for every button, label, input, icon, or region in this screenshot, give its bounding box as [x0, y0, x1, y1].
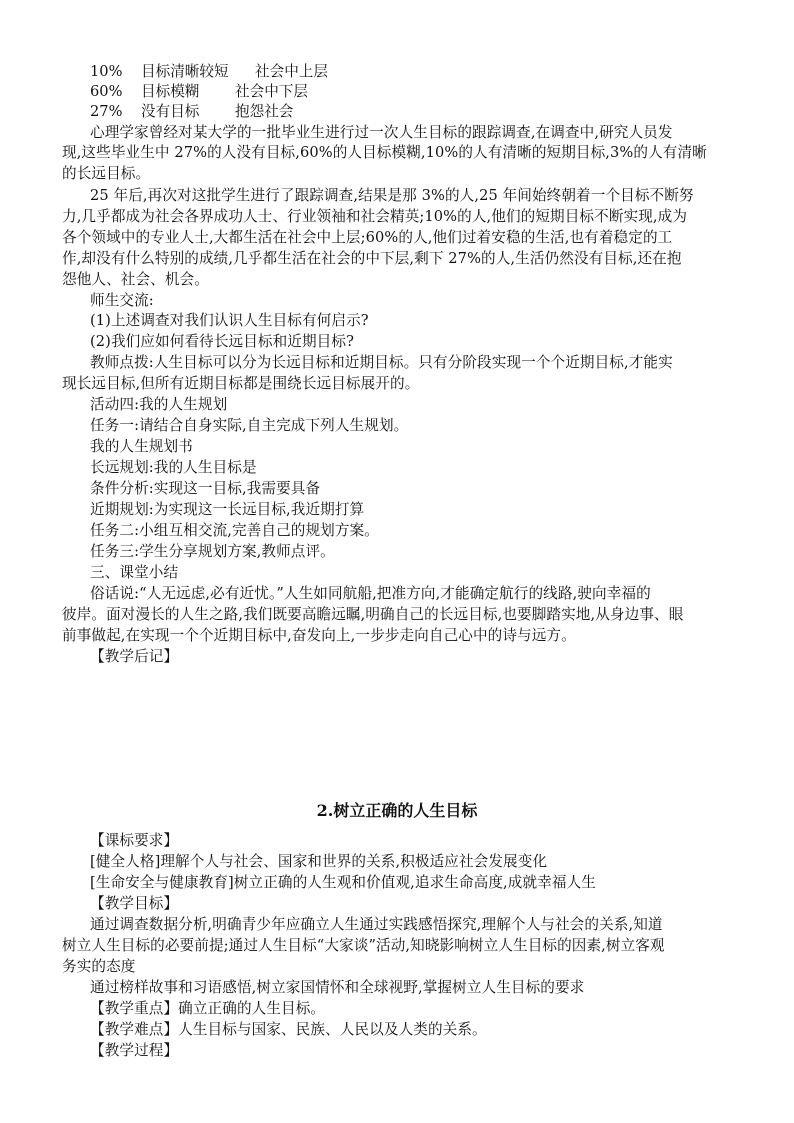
paragraph-line: 心理学家曾经对某大学的一批毕业生进行过一次人生目标的跟踪调查,在调查中,研究人员发: [90, 124, 673, 141]
stat-row: [90, 82, 308, 102]
stat-row: [90, 102, 293, 122]
paragraph-line: [健全人格]理解个人与社会、国家和世界的关系,积极适应社会发展变化: [90, 853, 548, 870]
paragraph-line: 树立人生目标的必要前提;通过人生目标“大家谈”活动,知晓影响树立人生目标的因素,树立客观: [62, 937, 665, 954]
paragraph-line: 师生交流:: [90, 292, 154, 309]
paragraph-line: 任务二:小组互相交流,完善自己的规划方案。: [90, 522, 379, 539]
section-heading: 【教学目标】: [90, 895, 179, 912]
paragraph-line: 我的人生规划书: [90, 438, 193, 455]
section-heading: 【教学后记】: [90, 648, 179, 665]
paragraph-line: 前事做起,在实现一个个近期目标中,奋发向上,一步步走向自己心中的诗与远方。: [62, 627, 576, 644]
stat-percent: 10%: [90, 63, 123, 80]
paragraph-line: 俗话说:“人无远虑,必有近忧。”人生如同航船,把准方向,才能确定航行的线路,驶向幸福的: [90, 585, 651, 602]
paragraph-line: 力,几乎都成为社会各界成功人士、行业领袖和社会精英;10%的人,他们的短期目标不断实现,成为: [62, 208, 688, 225]
paragraph-line: 彼岸。面对漫长的人生之路,我们既要高瞻远瞩,明确自己的长远目标,也要脚踏实地,从身边事、眼: [62, 606, 684, 623]
paragraph-line: 教师点拨:人生目标可以分为长远目标和近期目标。只有分阶段实现一个个近期目标,才能实: [90, 354, 673, 371]
paragraph-line: 怨他人、社会、机会。: [62, 271, 209, 288]
stat-percent: 27%: [90, 103, 123, 120]
paragraph-line: 现长远目标,但所有近期目标都是围绕长远目标展开的。: [62, 375, 420, 392]
section-heading: 【课标要求】: [90, 832, 179, 849]
paragraph-line: 活动四:我的人生规划: [90, 396, 228, 413]
paragraph-line: 三、课堂小结: [90, 564, 179, 581]
stat-percent: 60%: [90, 83, 123, 100]
paragraph-line: (2)我们应如何看待长远目标和近期目标?: [90, 333, 354, 350]
stat-row: [90, 62, 328, 82]
section-heading: 【教学过程】: [90, 1042, 179, 1059]
paragraph-line: 条件分析:实现这一目标,我需要具备: [90, 480, 321, 497]
paragraph-line: 长远规划:我的人生目标是: [90, 459, 257, 476]
paragraph-line: 【教学难点】人生目标与国家、民族、人民以及人类的关系。: [90, 1021, 487, 1038]
paragraph-line: 务实的态度: [62, 958, 136, 975]
paragraph-line: 任务一:请结合自身实际,自主完成下列人生规划。: [90, 417, 409, 434]
stat-goal: 没有目标: [141, 103, 200, 120]
stat-goal: 目标清晰较短: [141, 63, 229, 80]
section-title: 2.树立正确的人生目标: [316, 801, 478, 820]
paragraph-line: 任务三:学生分享规划方案,教师点评。: [90, 543, 335, 560]
stat-result: 社会中上层: [255, 63, 328, 80]
paragraph-line: 各个领域中的专业人士,大都生活在社会中上层;60%的人,他们过着安稳的生活,也有着稳定的工: [62, 229, 673, 246]
paragraph-line: 【教学重点】确立正确的人生目标。: [90, 1000, 326, 1017]
paragraph-line: 25 年后,再次对这批学生进行了跟踪调查,结果是那 3%的人,25 年间始终朝着一个目标不断努: [90, 187, 694, 204]
paragraph-line: 通过调查数据分析,明确青少年应确立人生通过实践感悟探究,理解个人与社会的关系,知道: [90, 916, 663, 933]
stat-result: 社会中下层: [235, 83, 308, 100]
stat-result: 抱怨社会: [235, 103, 294, 120]
paragraph-line: 作,却没有什么特别的成绩,几乎都生活在社会的中下层,剩下 27%的人,生活仍然没有目标,还在抱: [62, 250, 682, 267]
paragraph-line: [生命安全与健康教育]树立正确的人生观和价值观,追求生命高度,成就幸福人生: [90, 874, 596, 891]
paragraph-line: 的长远目标。: [62, 165, 151, 182]
paragraph-line: 现,这些毕业生中 27%的人没有目标,60%的人目标模糊,10%的人有清晰的短期目标,3%的人有清晰: [62, 144, 707, 161]
paragraph-line: (1)上述调查对我们认识人生目标有何启示?: [90, 312, 369, 329]
stat-goal: 目标模糊: [141, 83, 200, 100]
paragraph-line: 近期规划:为实现这一长远目标,我近期打算: [90, 501, 365, 518]
paragraph-line: 通过榜样故事和习语感悟,树立家国情怀和全球视野,掌握树立人生目标的要求: [90, 979, 585, 996]
